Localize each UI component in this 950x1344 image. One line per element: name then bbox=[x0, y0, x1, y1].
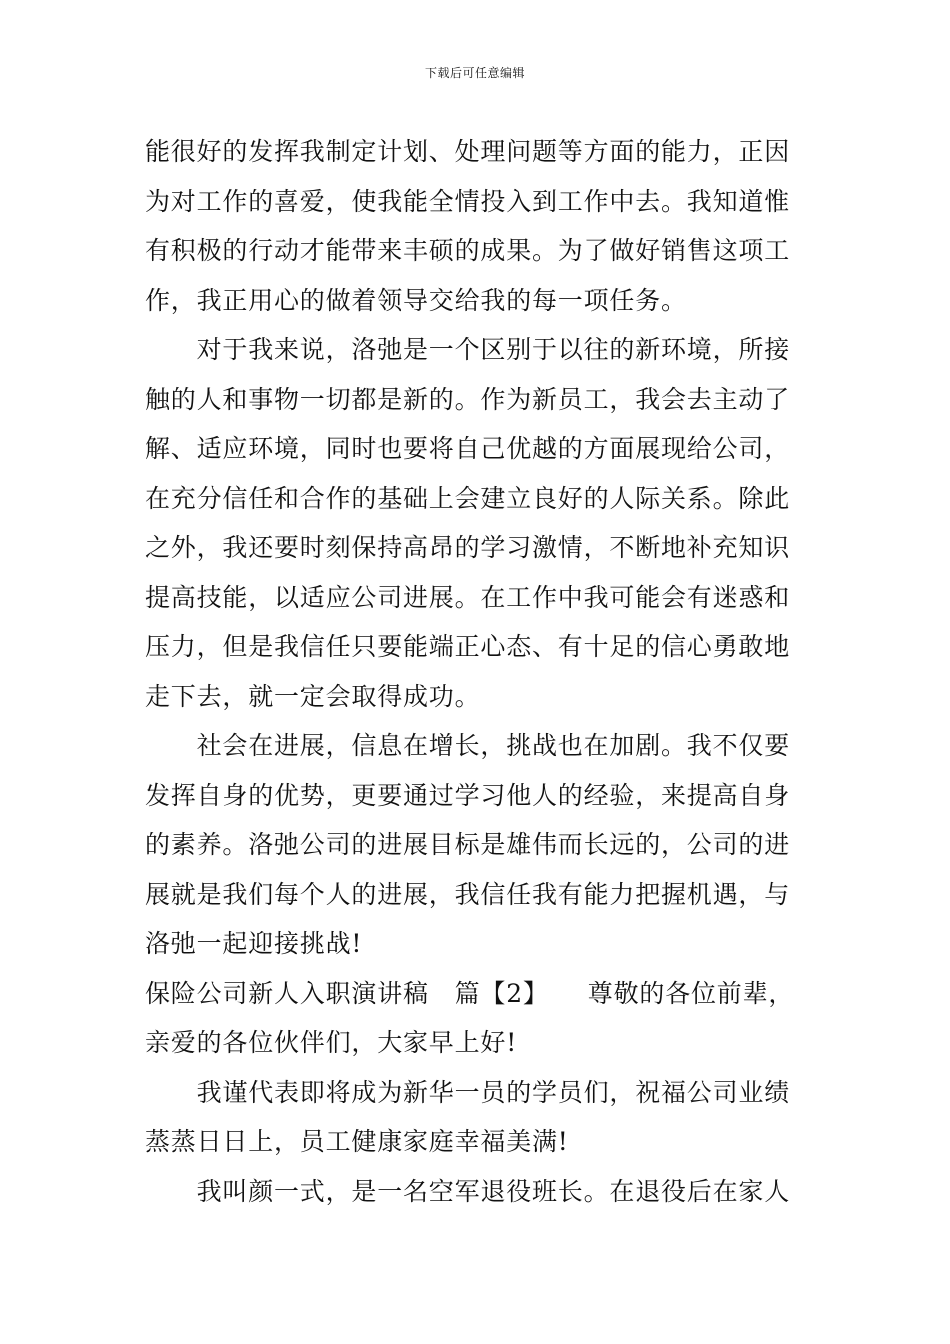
section-title-line: 保险公司新人入职演讲稿 篇【2】 尊敬的各位前辈， bbox=[145, 978, 795, 1008]
page-header: 下载后可任意编辑 bbox=[424, 66, 525, 80]
text-line: 走下去，就一定会取得成功。 bbox=[145, 681, 481, 711]
text-line: 亲爱的各位伙伴们，大家早上好! bbox=[145, 1028, 518, 1057]
text-line: 能很好的发挥我制定计划、处理问题等方面的能力，正因 bbox=[145, 137, 791, 166]
text-line: 对于我来说，洛弛是一个区别于以往的新环境，所接 bbox=[145, 335, 791, 364]
text-line: 发挥自身的优势，更要通过学习他人的经验，来提高自身 bbox=[145, 780, 791, 810]
document-body bbox=[145, 127, 815, 1216]
text-line: 我谨代表即将成为新华一员的学员们，祝福公司业绩 bbox=[145, 1077, 791, 1107]
text-line: 我叫颜一式，是一名空军退役班长。在退役后在家人 bbox=[145, 1176, 791, 1206]
text-line: 在充分信任和合作的基础上会建立良好的人际关系。除此 bbox=[145, 483, 791, 513]
text-line: 提高技能，以适应公司进展。在工作中我可能会有迷惑和 bbox=[145, 582, 791, 612]
text-line: 触的人和事物一切都是新的。作为新员工，我会去主动了 bbox=[145, 384, 791, 414]
text-line: 为对工作的喜爱，使我能全情投入到工作中去。我知道惟 bbox=[145, 186, 791, 216]
text-line: 压力，但是我信任只要能端正心态、有十足的信心勇敢地 bbox=[145, 632, 791, 661]
text-line: 洛弛一起迎接挑战! bbox=[145, 929, 363, 958]
text-line: 蒸蒸日日上，员工健康家庭幸福美满! bbox=[145, 1127, 569, 1156]
text-line: 有积极的行动才能带来丰硕的成果。为了做好销售这项工 bbox=[145, 236, 791, 265]
text-line: 的素养。洛弛公司的进展目标是雄伟而长远的，公司的进 bbox=[145, 830, 791, 859]
text-line: 之外，我还要时刻保持高昂的学习激情，不断地补充知识 bbox=[145, 533, 791, 562]
text-line: 解、适应环境，同时也要将自己优越的方面展现给公司， bbox=[145, 434, 791, 463]
text-line: 展就是我们每个人的进展，我信任我有能力把握机遇，与 bbox=[145, 879, 791, 909]
text-line: 作，我正用心的做着领导交给我的每一项任务。 bbox=[145, 285, 687, 315]
text-line: 社会在进展，信息在增长，挑战也在加剧。我不仅要 bbox=[145, 731, 791, 760]
